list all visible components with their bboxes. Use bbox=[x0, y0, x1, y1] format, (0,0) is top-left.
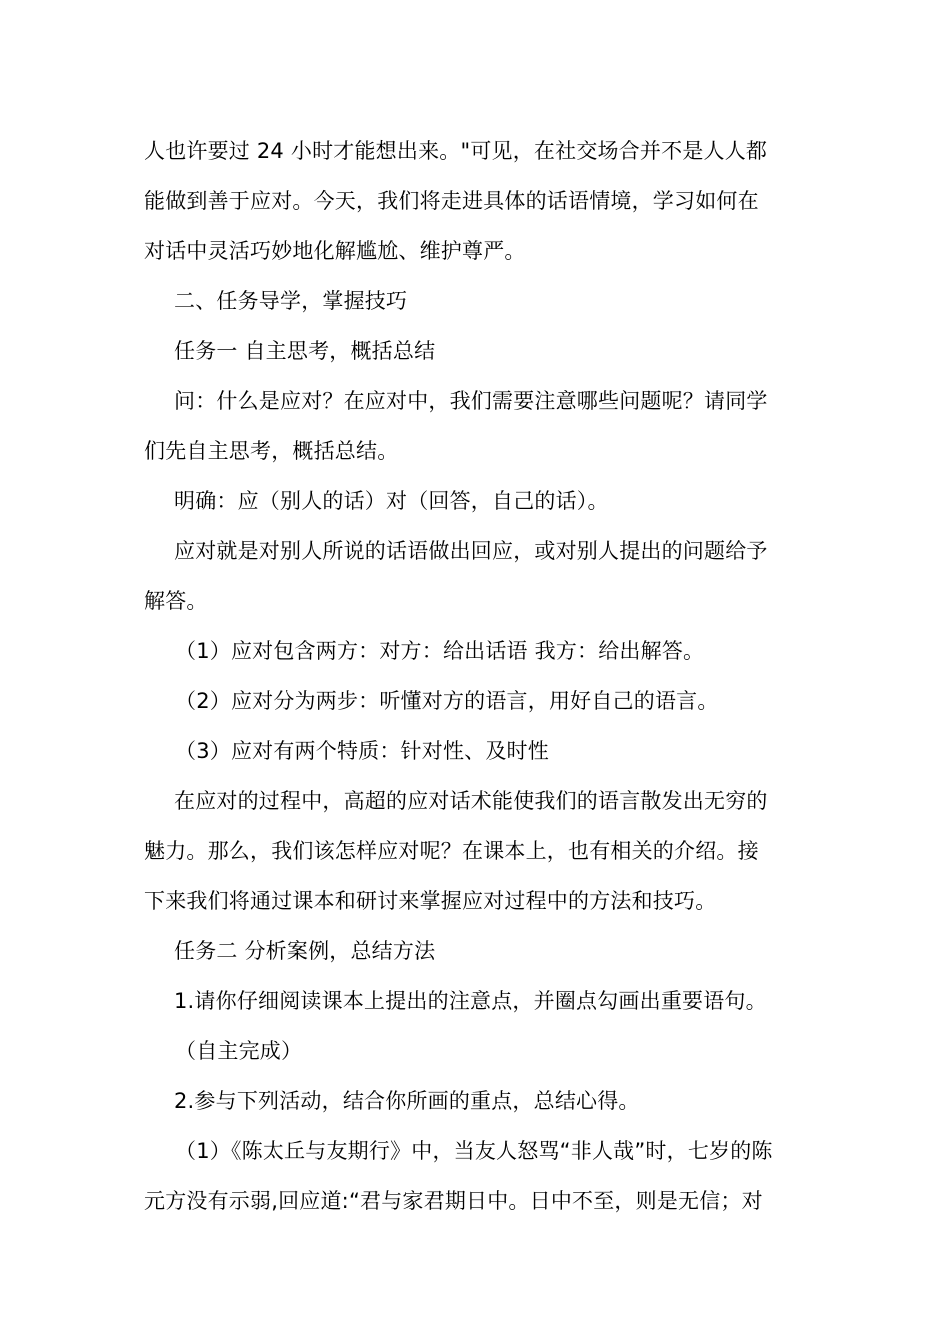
task-heading: 任务一 自主思考，概括总结 bbox=[174, 339, 436, 363]
paragraph-line: 魅力。那么，我们该怎样应对呢？在课本上，也有相关的介绍。接 bbox=[144, 839, 759, 863]
task-heading: 任务二 分析案例，总结方法 bbox=[174, 939, 436, 963]
list-item: （1）应对包含两方：对方：给出话语 我方：给出解答。 bbox=[175, 639, 705, 663]
document-page bbox=[144, 126, 808, 1226]
paragraph-line: 明确：应（别人的话）对（回答，自己的话）。 bbox=[174, 489, 609, 513]
paragraph-line: 问：什么是应对？在应对中，我们需要注意哪些问题呢？请同学 bbox=[174, 389, 768, 413]
paragraph-line: （自主完成） bbox=[175, 1039, 303, 1063]
paragraph-line: 应对就是对别人所说的话语做出回应，或对别人提出的问题给予 bbox=[174, 539, 768, 563]
paragraph-line: 对话中灵活巧妙地化解尴尬、维护尊严。 bbox=[144, 239, 526, 263]
paragraph-line: （1）《陈太丘与友期行》中，当友人怒骂“非人哉”时，七岁的陈 bbox=[175, 1139, 773, 1163]
paragraph-line: 2.参与下列活动，结合你所画的重点，总结心得。 bbox=[174, 1089, 640, 1113]
paragraph-line: 在应对的过程中，高超的应对话术能使我们的语言散发出无穷的 bbox=[174, 789, 768, 813]
paragraph-line: 能做到善于应对。今天，我们将走进具体的话语情境，学习如何在 bbox=[144, 189, 759, 213]
list-item: （2）应对分为两步：听懂对方的语言，用好自己的语言。 bbox=[175, 689, 719, 713]
paragraph-line: 元方没有示弱,回应道:“君与家君期日中。日中不至，则是无信；对 bbox=[144, 1189, 763, 1213]
paragraph-line: 解答。 bbox=[144, 589, 208, 613]
paragraph-line: 们先自主思考，概括总结。 bbox=[144, 439, 399, 463]
section-heading: 二、任务导学，掌握技巧 bbox=[174, 289, 408, 313]
paragraph-line: 下来我们将通过课本和研讨来掌握应对过程中的方法和技巧。 bbox=[144, 889, 717, 913]
paragraph-line: 1.请你仔细阅读课本上提出的注意点，并圈点勾画出重要语句。 bbox=[174, 989, 767, 1013]
list-item: （3）应对有两个特质：针对性、及时性 bbox=[175, 739, 549, 763]
paragraph-line: 人也许要过 24 小时才能想出来。"可见，在社交场合并不是人人都 bbox=[144, 139, 768, 163]
